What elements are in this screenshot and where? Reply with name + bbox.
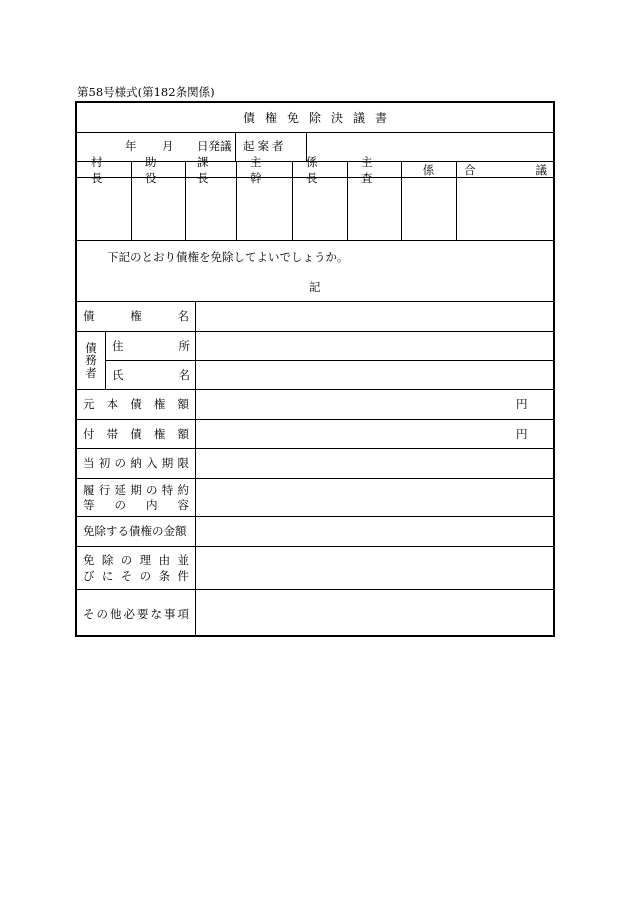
approver-stamp-row bbox=[77, 178, 553, 241]
claim-name-row bbox=[77, 302, 553, 332]
drafter-label: 起案者 bbox=[243, 139, 287, 153]
name-label: 氏 名 bbox=[112, 368, 190, 382]
address-row bbox=[106, 332, 553, 361]
approver-shukan: 主幹 bbox=[250, 154, 276, 185]
ki-label: 記 bbox=[309, 280, 321, 294]
day-issued-label: 日発議 bbox=[197, 139, 232, 153]
approver-kakaricho: 係長 bbox=[306, 154, 332, 185]
approver-kacho: 課長 bbox=[197, 154, 221, 185]
other-row bbox=[77, 590, 553, 635]
incidental-row bbox=[77, 420, 553, 449]
approver-shusa: 主査 bbox=[361, 154, 387, 185]
amount-exempt-label: 免除する債権の金額 bbox=[83, 524, 187, 538]
approver-joyaku: 助役 bbox=[145, 154, 171, 185]
other-label: そ の 他 必 要 な 事 項 bbox=[83, 607, 189, 621]
principal-label: 元 本 債 権 額 bbox=[83, 397, 189, 411]
debt-exemption-form bbox=[75, 101, 555, 637]
principal-yen: 円 bbox=[516, 397, 528, 411]
form-number-label: 第58号様式(第182条関係) bbox=[77, 85, 215, 99]
approver-gogi: 合 議 bbox=[464, 162, 547, 177]
year-label: 年 bbox=[125, 139, 137, 153]
request-row bbox=[77, 241, 553, 302]
approver-kakari: 係 bbox=[422, 162, 435, 177]
debtor-label-cell bbox=[77, 332, 106, 390]
debtor-label: 債 務 者 bbox=[85, 341, 97, 380]
title-row bbox=[77, 103, 553, 133]
claim-name-label: 債 権 名 bbox=[83, 309, 189, 323]
request-text: 下記のとおり債権を免除してよいでしょうか。 bbox=[107, 250, 349, 264]
extension-label-line2: 等 の 内 容 bbox=[83, 498, 189, 512]
reason-label-line1: 免 除 の 理 由 並 bbox=[83, 553, 189, 567]
incidental-label: 付 帯 債 権 額 bbox=[83, 427, 189, 441]
reason-label-line2: び に そ の 条 件 bbox=[83, 569, 189, 583]
approver-son-cho: 村長 bbox=[91, 154, 117, 185]
extension-row bbox=[77, 479, 553, 517]
amount-exempt-row bbox=[77, 517, 553, 547]
address-label: 住 所 bbox=[112, 339, 190, 353]
extension-label-line1: 履 行 延 期 の 特 約 bbox=[83, 483, 189, 497]
due-row bbox=[77, 449, 553, 479]
name-row bbox=[106, 361, 553, 390]
month-label: 月 bbox=[162, 139, 174, 153]
reason-row bbox=[77, 547, 553, 590]
approver-header-row bbox=[77, 154, 553, 185]
principal-row bbox=[77, 390, 553, 420]
due-label: 当 初 の 納 入 期 限 bbox=[83, 456, 189, 470]
form-title: 債権免除決議書 bbox=[242, 111, 397, 125]
incidental-yen: 円 bbox=[516, 427, 528, 441]
